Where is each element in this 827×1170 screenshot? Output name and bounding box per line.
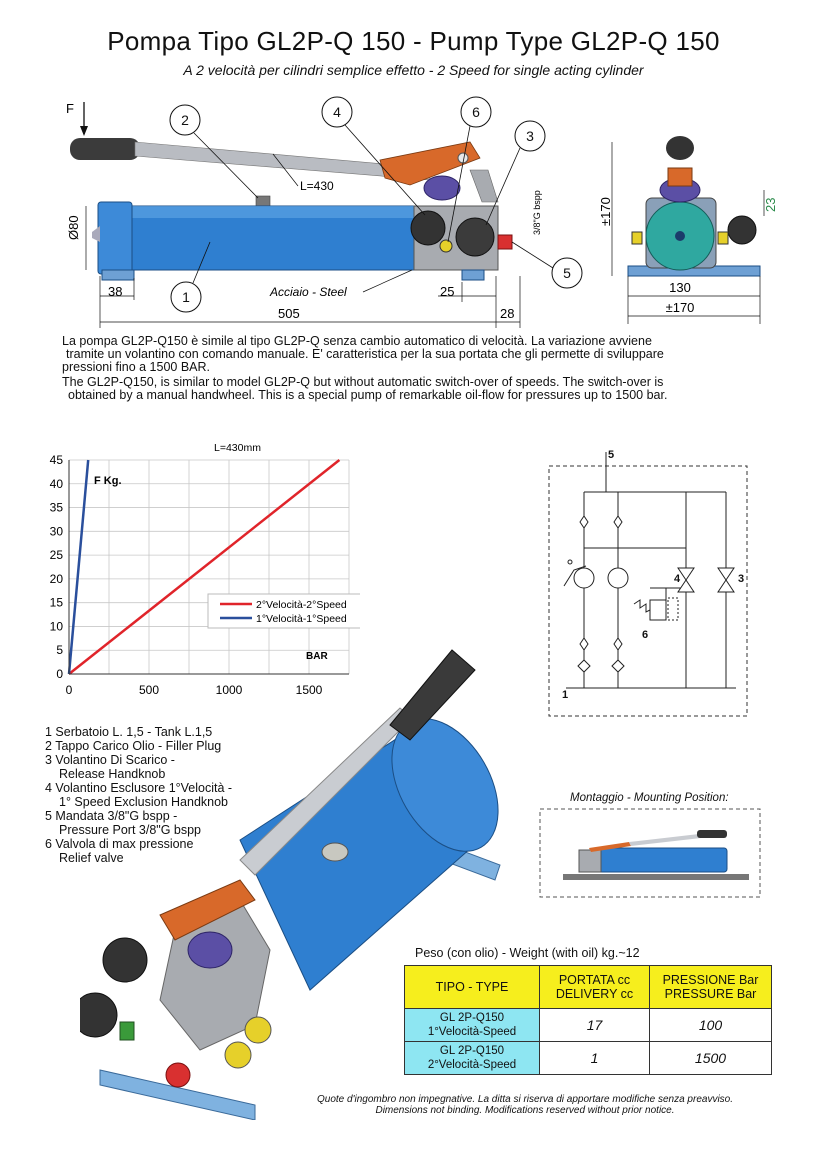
length-label: L=430 <box>300 179 334 193</box>
chart-legend <box>208 594 360 628</box>
chart-y-tick-label: 40 <box>49 476 63 491</box>
dim-25: 25 <box>440 284 455 299</box>
chart-y-tick-label: 35 <box>49 500 63 515</box>
spec-header-delivery: PORTATA cc DELIVERY cc <box>540 966 650 1009</box>
legend-item: 3 Volantino Di Scarico - <box>45 753 175 767</box>
spec-cell-delivery: 17 <box>540 1009 650 1042</box>
page-subtitle: A 2 velocità per cilindri semplice effetto - 2 Speed for single acting cylinder <box>183 62 644 78</box>
chart-y-tick-label: 15 <box>49 595 63 610</box>
force-label: F <box>66 101 74 116</box>
side-view <box>628 136 760 276</box>
spec-table <box>404 965 772 1075</box>
page-title: Pompa Tipo GL2P-Q 150 - Pump Type GL2P-Q 150 <box>107 26 720 56</box>
mounting-position-diagram <box>539 808 761 900</box>
handle-grip <box>70 138 140 160</box>
material-label: Acciaio - Steel <box>270 285 347 299</box>
dim-28: 28 <box>500 306 515 321</box>
side-dim-170-v: ±170 <box>598 197 613 226</box>
svg-text:3: 3 <box>526 128 534 144</box>
schematic-label-1: 1 <box>562 689 569 701</box>
side-dim-130: 130 <box>669 280 691 295</box>
svg-text:2: 2 <box>181 112 189 128</box>
legend-series-2: 2°Velocità-2°Speed <box>256 599 347 611</box>
side-dim-170-h: ±170 <box>665 300 695 315</box>
schematic-label-4: 4 <box>674 573 681 585</box>
spec-header-pressure: PRESSIONE Bar PRESSURE Bar <box>650 966 772 1009</box>
weight-label: Peso (con olio) - Weight (with oil) kg.~12 <box>415 946 640 960</box>
filler-plug <box>256 196 270 206</box>
mounting-label: Montaggio - Mounting Position: <box>570 792 729 804</box>
chart-y-tick-label: 20 <box>49 571 63 586</box>
legend-item: Relief valve <box>59 851 124 865</box>
chart-xlabel: BAR <box>306 651 328 662</box>
legend-item: Pressure Port 3/8"G bspp <box>59 823 202 837</box>
chart-x-tick-label: 500 <box>138 683 160 697</box>
chart-y-tick-label: 25 <box>49 548 63 563</box>
description-english: The GL2P-Q150, is similar to model GL2P-Q but without automatic switch-over of speeds. The switch-over is obtained by a manual handwheel. This is a special pump of remarkable oil-flow for pressures up to 1500 bar. <box>62 375 668 402</box>
hydraulic-schematic <box>546 448 751 720</box>
legend-item: 1° Speed Exclusion Handknob <box>59 795 229 809</box>
chart-x-tick-label: 1500 <box>295 683 323 697</box>
exclusion-handknob <box>411 211 445 245</box>
dim-505: 505 <box>278 306 300 321</box>
chart-ylabel: F Kg. <box>94 475 122 487</box>
spec-cell-delivery: 1 <box>540 1042 650 1075</box>
spec-cell-pressure: 100 <box>650 1009 772 1042</box>
legend-item: 4 Volantino Esclusore 1°Velocità - <box>45 781 233 795</box>
legend-item: 5 Mandata 3/8"G bspp - <box>45 809 178 823</box>
svg-text:4: 4 <box>333 104 341 120</box>
chart-y-tick-label: 0 <box>56 667 63 681</box>
chart-x-tick-label: 1000 <box>215 683 243 697</box>
description-italian: La pompa GL2P-Q150 è simile al tipo GL2P-Q senza cambio automatico di velocità. La variazione avviene tramite un volantino con comando manuale. E' caratteristica per la sua portata che gli permette di sviluppare pressioni fino a 1500 BAR. <box>62 334 664 374</box>
table-row <box>405 1009 772 1042</box>
pump-technical-drawing <box>0 90 827 330</box>
spec-cell-type: GL 2P-Q150 2°Velocità-Speed <box>405 1042 540 1075</box>
chart-title: L=430mm <box>214 442 261 454</box>
legend-item: 2 Tappo Carico Olio - Filler Plug <box>45 739 222 753</box>
svg-text:5: 5 <box>563 265 571 281</box>
legend-item: 6 Valvola di max pressione <box>45 837 194 851</box>
spec-cell-type: GL 2P-Q150 1°Velocità-Speed <box>405 1009 540 1042</box>
legend-item: 1 Serbatoio L. 1,5 - Tank L.1,5 <box>45 725 213 739</box>
schematic-label-5: 5 <box>608 449 615 461</box>
schematic-label-3: 3 <box>738 573 745 585</box>
chart-y-tick-label: 45 <box>49 453 63 467</box>
pressure-port <box>498 235 512 249</box>
chart-y-tick-label: 10 <box>49 619 63 634</box>
legend-item: Release Handknob <box>59 767 166 781</box>
dim-38: 38 <box>108 284 123 299</box>
diameter-label: Ø80 <box>66 215 81 240</box>
side-dim-23: 23 <box>763 197 778 212</box>
svg-text:6: 6 <box>472 104 480 120</box>
chart-x-tick-label: 0 <box>65 683 73 697</box>
schematic-label-6: 6 <box>642 629 649 641</box>
spec-cell-pressure: 1500 <box>650 1042 772 1075</box>
chart-y-tick-label: 30 <box>49 524 63 539</box>
chart-y-tick-label: 5 <box>56 643 63 658</box>
release-handknob <box>456 218 494 256</box>
thread-label: 3/8"G bspp <box>532 190 542 235</box>
table-row <box>405 1042 772 1075</box>
spec-header-type: TIPO - TYPE <box>405 966 540 1009</box>
legend-series-1: 1°Velocità-1°Speed <box>256 613 347 625</box>
svg-text:1: 1 <box>182 289 190 305</box>
footer-note: Quote d'ingombro non impegnative. La ditta si riserva di apportare modifiche senza preavviso. Dimensions not binding. Modifications reserved without prior notice. <box>316 1094 734 1116</box>
